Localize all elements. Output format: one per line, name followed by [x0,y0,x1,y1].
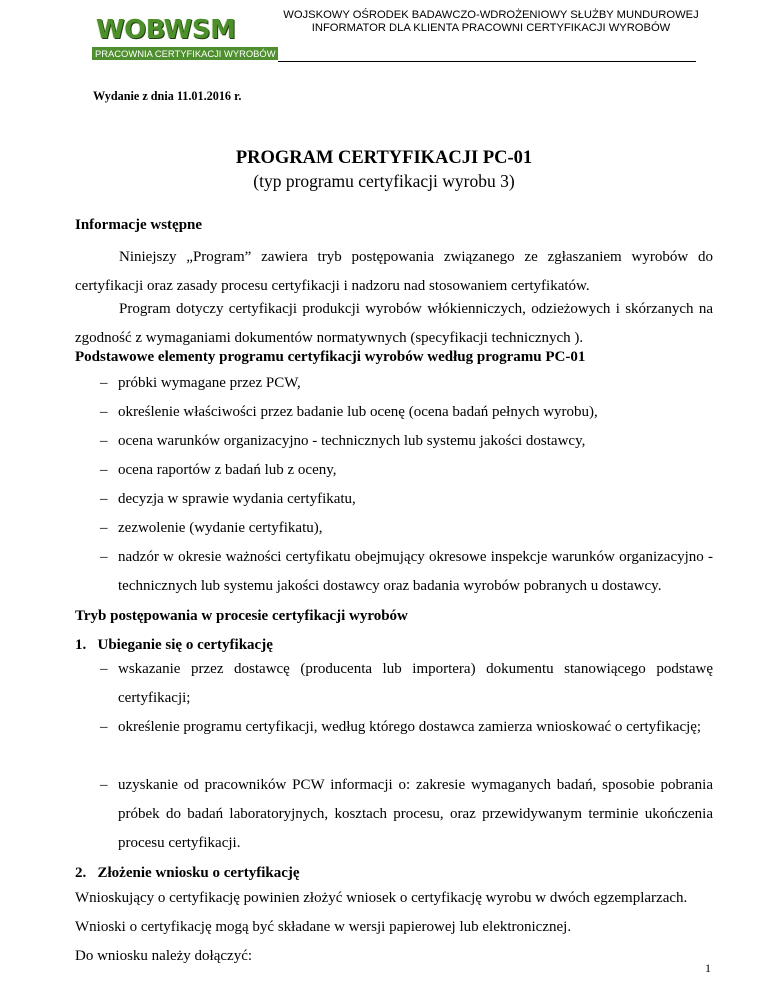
intro-heading: Informacje wstępne [75,217,203,233]
list-item: – wskazanie przez dostawcę (producenta lub importera) dokumentu stanowiącego podstawę certyfikacji; [100,661,713,706]
list-item: – określenie właściwości przez badanie lub ocenę (ocena badań pełnych wyrobu), [100,404,598,420]
logo-mark [92,14,278,46]
list-item: – ocena raportów z badań lub z oceny, [100,462,337,478]
organization-header [282,9,700,34]
logo-text: WOBWSM [96,15,236,45]
edition-date: Wydanie z dnia 11.01.2016 r. [93,89,242,103]
step-2-line-1: Wnioskujący o certyfikację powinien złożyć wniosek o certyfikację wyrobu w dwóch egzemplarzach. [75,890,688,906]
header-divider [278,61,696,62]
step-title: Ubieganie się o certyfikację [97,637,273,653]
intro-paragraph-2: Program dotyczy certyfikacji produkcji wyrobów włókienniczych, odzieżowych i skórzanych na zgodność z wymaganiami dokumentów normatywnych (specyfikacji technicznych ). [75,301,713,346]
wobwsm-logo [92,14,278,60]
list-item: – próbki wymagane przez PCW, [100,375,301,391]
document-title: PROGRAM CERTYFIKACJI PC-01 [235,148,533,168]
list-item: – decyzja w sprawie wydania certyfikatu, [100,491,356,507]
page-number: 1 [705,961,711,975]
org-name: WOJSKOWY OŚRODEK BADAWCZO-WDROŻENIOWY SŁUŻBY MUNDUROWEJ [283,9,699,21]
procedure-heading: Tryb postępowania w procesie certyfikacji wyrobów [75,608,408,624]
informator-title: INFORMATOR DLA KLIENTA PRACOWNI CERTYFIKACJI WYROBÓW [311,21,671,34]
document-subtitle: (typ programu certyfikacji wyrobu 3) [253,171,515,191]
list-item: – określenie programu certyfikacji, według którego dostawca zamierza wnioskować o certyfikację; [100,719,702,735]
elements-heading: Podstawowe elementy programu certyfikacji wyrobów według programu PC-01 [75,349,586,365]
intro-paragraph-1: Niniejszy „Program” zawiera tryb postępowania związanego ze zgłaszaniem wyrobów do certyfikacji oraz zasady procesu certyfikacji i nadzoru nad stosowaniem certyfikatów. [75,249,713,294]
step-2-heading [75,865,300,882]
step-2-line-3: Do wniosku należy dołączyć: [75,948,253,964]
step-title: Złożenie wniosku o certyfikację [97,865,300,881]
list-item: – uzyskanie od pracowników PCW informacji o: zakresie wymaganych badań, sposobie pobrania próbek do badań laboratoryjnych, kosztach procesu, oraz przewidywanym terminie ukończenia procesu certyfikacji. [100,777,713,851]
logo-band: PRACOWNIA CERTYFIKACJI WYROBÓW [92,47,278,60]
list-item: – zezwolenie (wydanie certyfikatu), [100,520,323,536]
list-item: – nadzór w okresie ważności certyfikatu obejmujący okresowe inspekcje warunków organizacyjno - technicznych lub systemu jakości dostawcy oraz badania wyrobów pobranych u dostawcy. [100,549,713,594]
step-number: 2. [75,865,87,881]
step-number: 1. [75,637,87,653]
step-2-line-2: Wnioski o certyfikację mogą być składane w wersji papierowej lub elektronicznej. [75,919,572,935]
list-item: – ocena warunków organizacyjno - technicznych lub systemu jakości dostawcy, [100,433,586,449]
step-1-heading [75,637,273,654]
